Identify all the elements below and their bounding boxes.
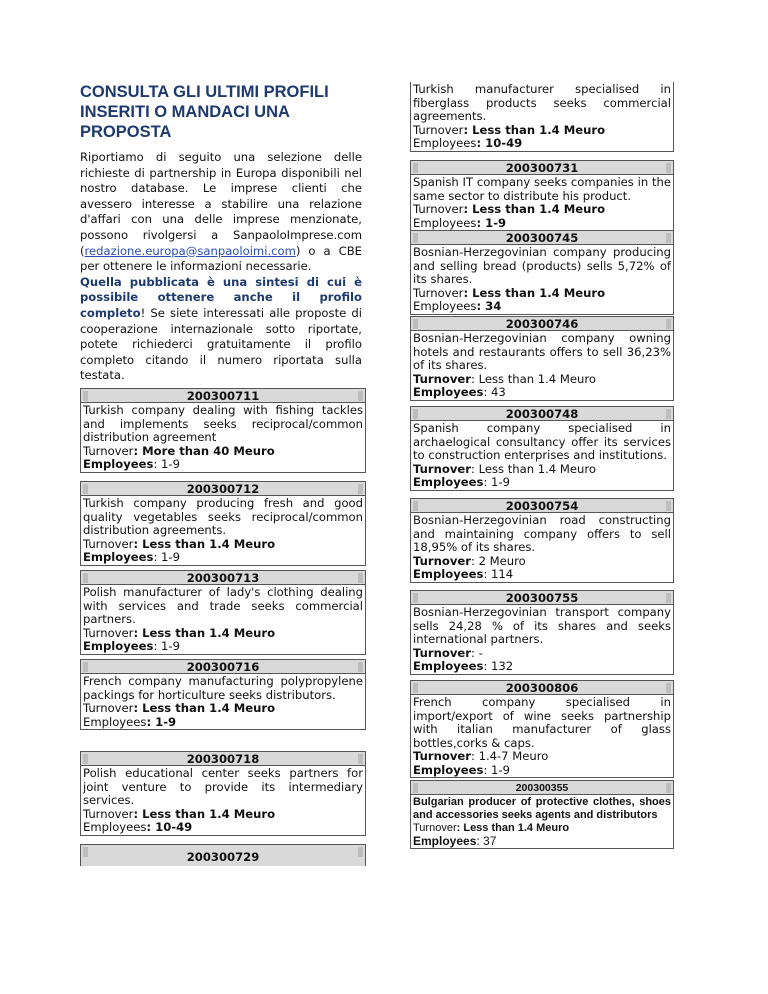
profile-code: 200300713 xyxy=(81,571,365,585)
profile-code: 200300729 xyxy=(81,845,365,866)
profile-card xyxy=(410,590,674,675)
profile-code: 200300754 xyxy=(411,499,673,513)
profile-employees: Employees: 1-9 xyxy=(83,550,180,564)
profile-code: 200300806 xyxy=(411,681,673,695)
profile-employees: Employees: 1-9 xyxy=(413,762,510,777)
profile-code: 200300745 xyxy=(411,230,673,245)
profile-employees: Employees: 37 xyxy=(413,834,497,848)
profile-card xyxy=(410,780,674,849)
profile-card xyxy=(410,406,674,491)
profile-description: Polish educational center seeks partners for joint venture to provide its intermediary services. xyxy=(83,766,363,807)
profile-turnover: Turnover: 2 Meuro xyxy=(413,553,526,568)
profile-description: Bosnian-Herzegovinian company owning hotels and restaurants offers to sell 36,23% of its shares. xyxy=(413,331,671,372)
profile-card xyxy=(80,570,366,655)
page-heading: CONSULTA GLI ULTIMI PROFILI INSERITI O MANDACI UNA PROPOSTA xyxy=(80,83,329,141)
profile-code: 200300716 xyxy=(81,660,365,674)
profile-employees: Employees: 10-49 xyxy=(413,136,523,150)
profile-turnover: Turnover: Less than 1.4 Meuro xyxy=(83,806,276,821)
profile-card xyxy=(80,388,366,473)
profile-card xyxy=(80,659,366,730)
profile-turnover: Turnover: More than 40 Meuro xyxy=(83,443,275,458)
profile-turnover: Turnover: Less than 1.4 Meuro xyxy=(83,701,276,715)
profile-code: 200300731 xyxy=(411,161,673,175)
profile-card xyxy=(410,680,674,778)
profile-description: Polish manufacturer of lady's clothing dealing with services and trade seeks commercial partners. xyxy=(83,585,363,626)
profile-turnover: Turnover: Less than 1.4 Meuro xyxy=(413,371,596,386)
profile-card xyxy=(80,481,366,566)
profile-turnover: Turnover: 1.4-7 Meuro xyxy=(413,749,549,763)
profile-card xyxy=(410,498,674,583)
profile-card xyxy=(410,82,674,152)
intro-bold: Quella pubblicata è una sintesi di cui è possibile ottenere anche il profilo completo xyxy=(80,274,362,320)
profile-description: Bulgarian producer of protective clothes, shoes and accessories seeks agents and distributors xyxy=(413,796,671,821)
intro-text xyxy=(80,150,362,384)
profile-code: 200300355 xyxy=(411,781,673,795)
profile-description: Turkish manufacturer specialised in fiberglass products seeks commercial agreements. xyxy=(413,82,671,123)
intro-part-1: Riportiamo di seguito una selezione delle richieste di partnership in Europa disponibili nel nostro database. Le imprese clienti che avessero interesse a stabilire una relazione d'affari con una delle imprese menzionate, possono rivolgersi a SanpaoloImprese.com ( xyxy=(80,150,362,258)
profile-employees: Employees: 10-49 xyxy=(83,820,193,834)
profile-code: 200300748 xyxy=(411,407,673,421)
profile-turnover: Turnover: Less than 1.4 Meuro xyxy=(413,285,606,300)
profile-turnover: Turnover: Less than 1.4 Meuro xyxy=(83,625,276,640)
profile-turnover: Turnover: Less than 1.4 Meuro xyxy=(83,536,276,551)
profile-card xyxy=(80,751,366,836)
profile-description: Spanish IT company seeks companies in the same sector to distribute his product. xyxy=(413,175,671,203)
profile-turnover: Turnover: Less than 1.4 Meuro xyxy=(413,202,606,216)
profile-description: Bosnian-Herzegovinian road constructing and maintaining company offers to sell 18,95% of its shares. xyxy=(413,513,671,554)
profile-employees: Employees: 114 xyxy=(413,567,514,581)
intro-part-2: ) o a CBE per ottenere le informazioni necessarie. xyxy=(80,243,362,274)
email-link[interactable]: redazione.europa@sanpaoloimi.com xyxy=(84,243,296,258)
profile-employees: Employees: 1-9 xyxy=(413,475,510,489)
profile-turnover: Turnover: - xyxy=(413,645,483,660)
profile-description: Spanish company specialised in archaelogical consultancy offer its services to construction enterprises and institutions. xyxy=(413,421,671,462)
profile-code: 200300712 xyxy=(81,482,365,496)
profile-employees: Employees: 1-9 xyxy=(83,639,180,653)
profile-employees: Employees: 43 xyxy=(413,385,506,399)
profile-code: 200300755 xyxy=(411,591,673,605)
profile-code: 200300718 xyxy=(81,752,365,766)
profile-employees: Employees: 1-9 xyxy=(413,215,507,230)
profile-description: French company manufacturing polypropylene packings for horticulture seeks distributors. xyxy=(83,674,363,702)
profile-turnover: Turnover: Less than 1.4 Meuro xyxy=(413,822,570,834)
profile-employees: Employees: 1-9 xyxy=(83,714,177,729)
profile-turnover: Turnover: Less than 1.4 Meuro xyxy=(413,461,596,476)
profile-description: French company specialised in import/export of wine seeks partnership with italian manufacturer of glass bottles,corks & caps. xyxy=(413,695,671,750)
profile-code: 200300746 xyxy=(411,317,673,331)
profile-description: Bosnian-Herzegovinian transport company sells 24,28 % of its shares and seeks international partners. xyxy=(413,605,671,646)
profile-employees: Employees: 132 xyxy=(413,659,514,673)
profile-description: Turkish company producing fresh and good quality vegetables seeks reciprocal/common distribution agreements. xyxy=(83,496,363,537)
profile-card xyxy=(410,316,674,401)
profile-employees: Employees: 1-9 xyxy=(83,457,180,471)
profile-code: 200300711 xyxy=(81,389,365,403)
profile-employees: Employees: 34 xyxy=(413,299,502,313)
profile-turnover: Turnover: Less than 1.4 Meuro xyxy=(413,122,606,137)
profile-description: Turkish company dealing with fishing tackles and implements seeks reciprocal/common distribution agreement xyxy=(83,403,363,444)
intro-part-3: ! Se siete interessati alle proposte di cooperazione internazionale sotto riportate, potete richiederci gratuitamente il profilo completo citando il numero riportata sulla testata. xyxy=(80,305,362,383)
profile-card xyxy=(80,844,366,866)
profile-description: Bosnian-Herzegovinian company producing and selling bread (products) sells 5,72% of its shares. xyxy=(413,245,671,286)
profile-card xyxy=(410,160,674,315)
